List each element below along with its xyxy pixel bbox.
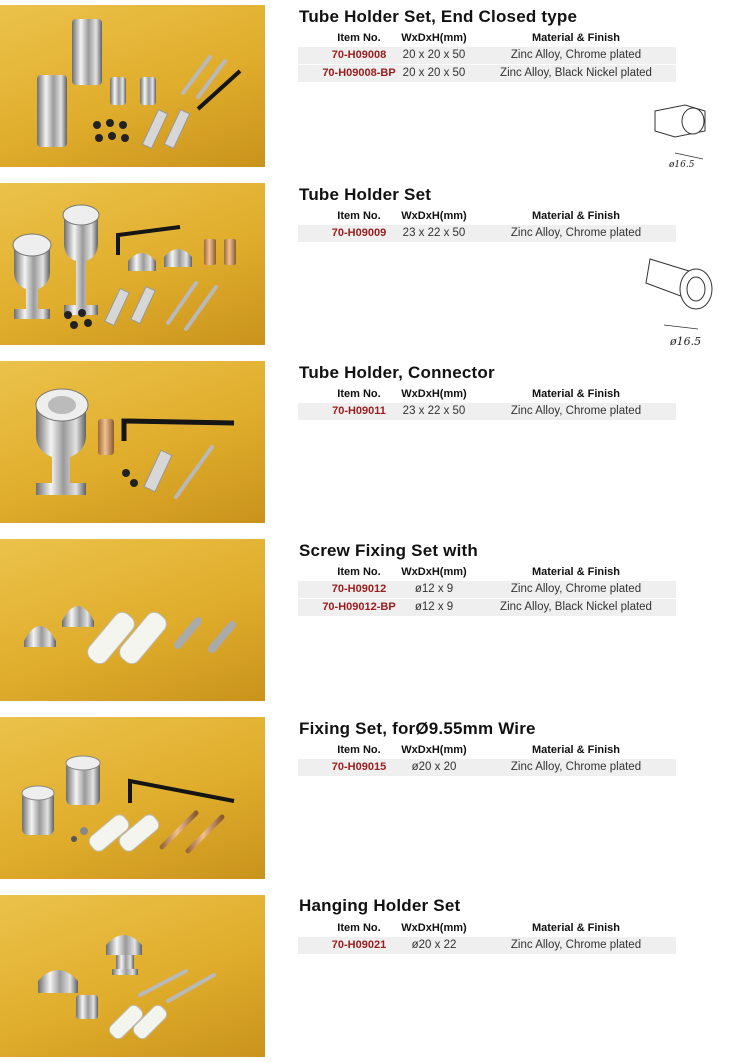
item-material: Zinc Alloy, Chrome plated	[510, 49, 642, 61]
product-screw-fixing-set	[0, 539, 739, 701]
product-title: Tube Holder Set, End Closed type	[299, 7, 578, 26]
product-wire-fixing-set	[0, 717, 739, 879]
header-material: Material & Finish	[531, 210, 621, 222]
header-size: WxDxH(mm)	[401, 32, 467, 44]
product-title: Fixing Set, forØ9.55mm Wire	[299, 719, 536, 738]
item-number: 70-H09009	[331, 227, 387, 239]
product-title: Hanging Holder Set	[299, 896, 461, 915]
header-item: Item No.	[337, 744, 381, 756]
item-size: ø20 x 22	[411, 939, 457, 951]
product-tube-holder-end-closed	[0, 5, 739, 167]
header-material: Material & Finish	[531, 922, 621, 934]
header-material: Material & Finish	[531, 32, 621, 44]
spec-table	[298, 386, 676, 421]
product-photo	[0, 5, 265, 167]
table-row	[298, 225, 676, 242]
table-header	[298, 742, 676, 759]
spec-table	[298, 920, 676, 955]
product-photo	[0, 895, 265, 1057]
table-header	[298, 920, 676, 937]
header-item: Item No.	[337, 922, 381, 934]
item-number: 70-H09015	[331, 761, 387, 773]
header-size: WxDxH(mm)	[401, 210, 467, 222]
table-row	[298, 937, 676, 954]
table-row	[298, 759, 676, 776]
table-row	[298, 599, 676, 616]
item-size: 23 x 22 x 50	[402, 227, 466, 239]
item-number: 70-H09012	[331, 583, 387, 595]
dimension-drawing	[640, 253, 726, 349]
header-item: Item No.	[337, 388, 381, 400]
spec-table	[298, 208, 676, 243]
header-size: WxDxH(mm)	[401, 922, 467, 934]
header-item: Item No.	[337, 32, 381, 44]
item-size: ø12 x 9	[414, 601, 454, 613]
table-row	[298, 403, 676, 420]
item-material: Zinc Alloy, Black Nickel plated	[500, 67, 652, 79]
product-title: Tube Holder Set	[299, 185, 432, 204]
header-size: WxDxH(mm)	[401, 388, 467, 400]
table-header	[298, 386, 676, 403]
item-material: Zinc Alloy, Chrome plated	[510, 405, 642, 417]
header-size: WxDxH(mm)	[401, 566, 467, 578]
table-row	[298, 581, 676, 598]
product-photo	[0, 717, 265, 879]
item-material: Zinc Alloy, Black Nickel plated	[500, 601, 652, 613]
item-size: 20 x 20 x 50	[402, 67, 466, 79]
item-number: 70-H09012-BP	[322, 601, 396, 613]
product-tube-holder-set	[0, 183, 739, 348]
dimension-label: ø16.5	[669, 160, 695, 167]
item-number: 70-H09021	[331, 939, 387, 951]
dimension-label: ø16.5	[670, 335, 702, 348]
table-row	[298, 47, 676, 64]
header-material: Material & Finish	[531, 566, 621, 578]
product-tube-holder-connector	[0, 361, 739, 523]
header-item: Item No.	[337, 566, 381, 578]
product-title: Screw Fixing Set with	[299, 541, 478, 560]
item-size: 20 x 20 x 50	[402, 49, 466, 61]
item-number: 70-H09011	[332, 405, 386, 417]
product-photo	[0, 361, 265, 523]
header-size: WxDxH(mm)	[401, 744, 467, 756]
item-material: Zinc Alloy, Chrome plated	[510, 227, 642, 239]
spec-table	[298, 742, 676, 777]
header-item: Item No.	[337, 210, 381, 222]
table-header	[298, 208, 676, 225]
table-row	[298, 65, 676, 82]
item-size: ø20 x 20	[411, 761, 457, 773]
spec-table	[298, 30, 676, 83]
item-material: Zinc Alloy, Chrome plated	[510, 761, 642, 773]
header-material: Material & Finish	[531, 744, 621, 756]
item-material: Zinc Alloy, Chrome plated	[510, 939, 642, 951]
product-title: Tube Holder, Connector	[299, 363, 495, 382]
table-header	[298, 30, 676, 47]
dimension-drawing	[645, 97, 715, 167]
spec-table	[298, 564, 676, 617]
product-hanging-holder-set	[0, 895, 739, 1057]
header-material: Material & Finish	[531, 388, 621, 400]
item-material: Zinc Alloy, Chrome plated	[510, 583, 642, 595]
product-photo	[0, 539, 265, 701]
item-size: 23 x 22 x 50	[402, 405, 466, 417]
table-header	[298, 564, 676, 581]
item-size: ø12 x 9	[414, 583, 454, 595]
item-number: 70-H09008	[331, 49, 387, 61]
item-number: 70-H09008-BP	[322, 67, 396, 79]
product-photo	[0, 183, 265, 345]
